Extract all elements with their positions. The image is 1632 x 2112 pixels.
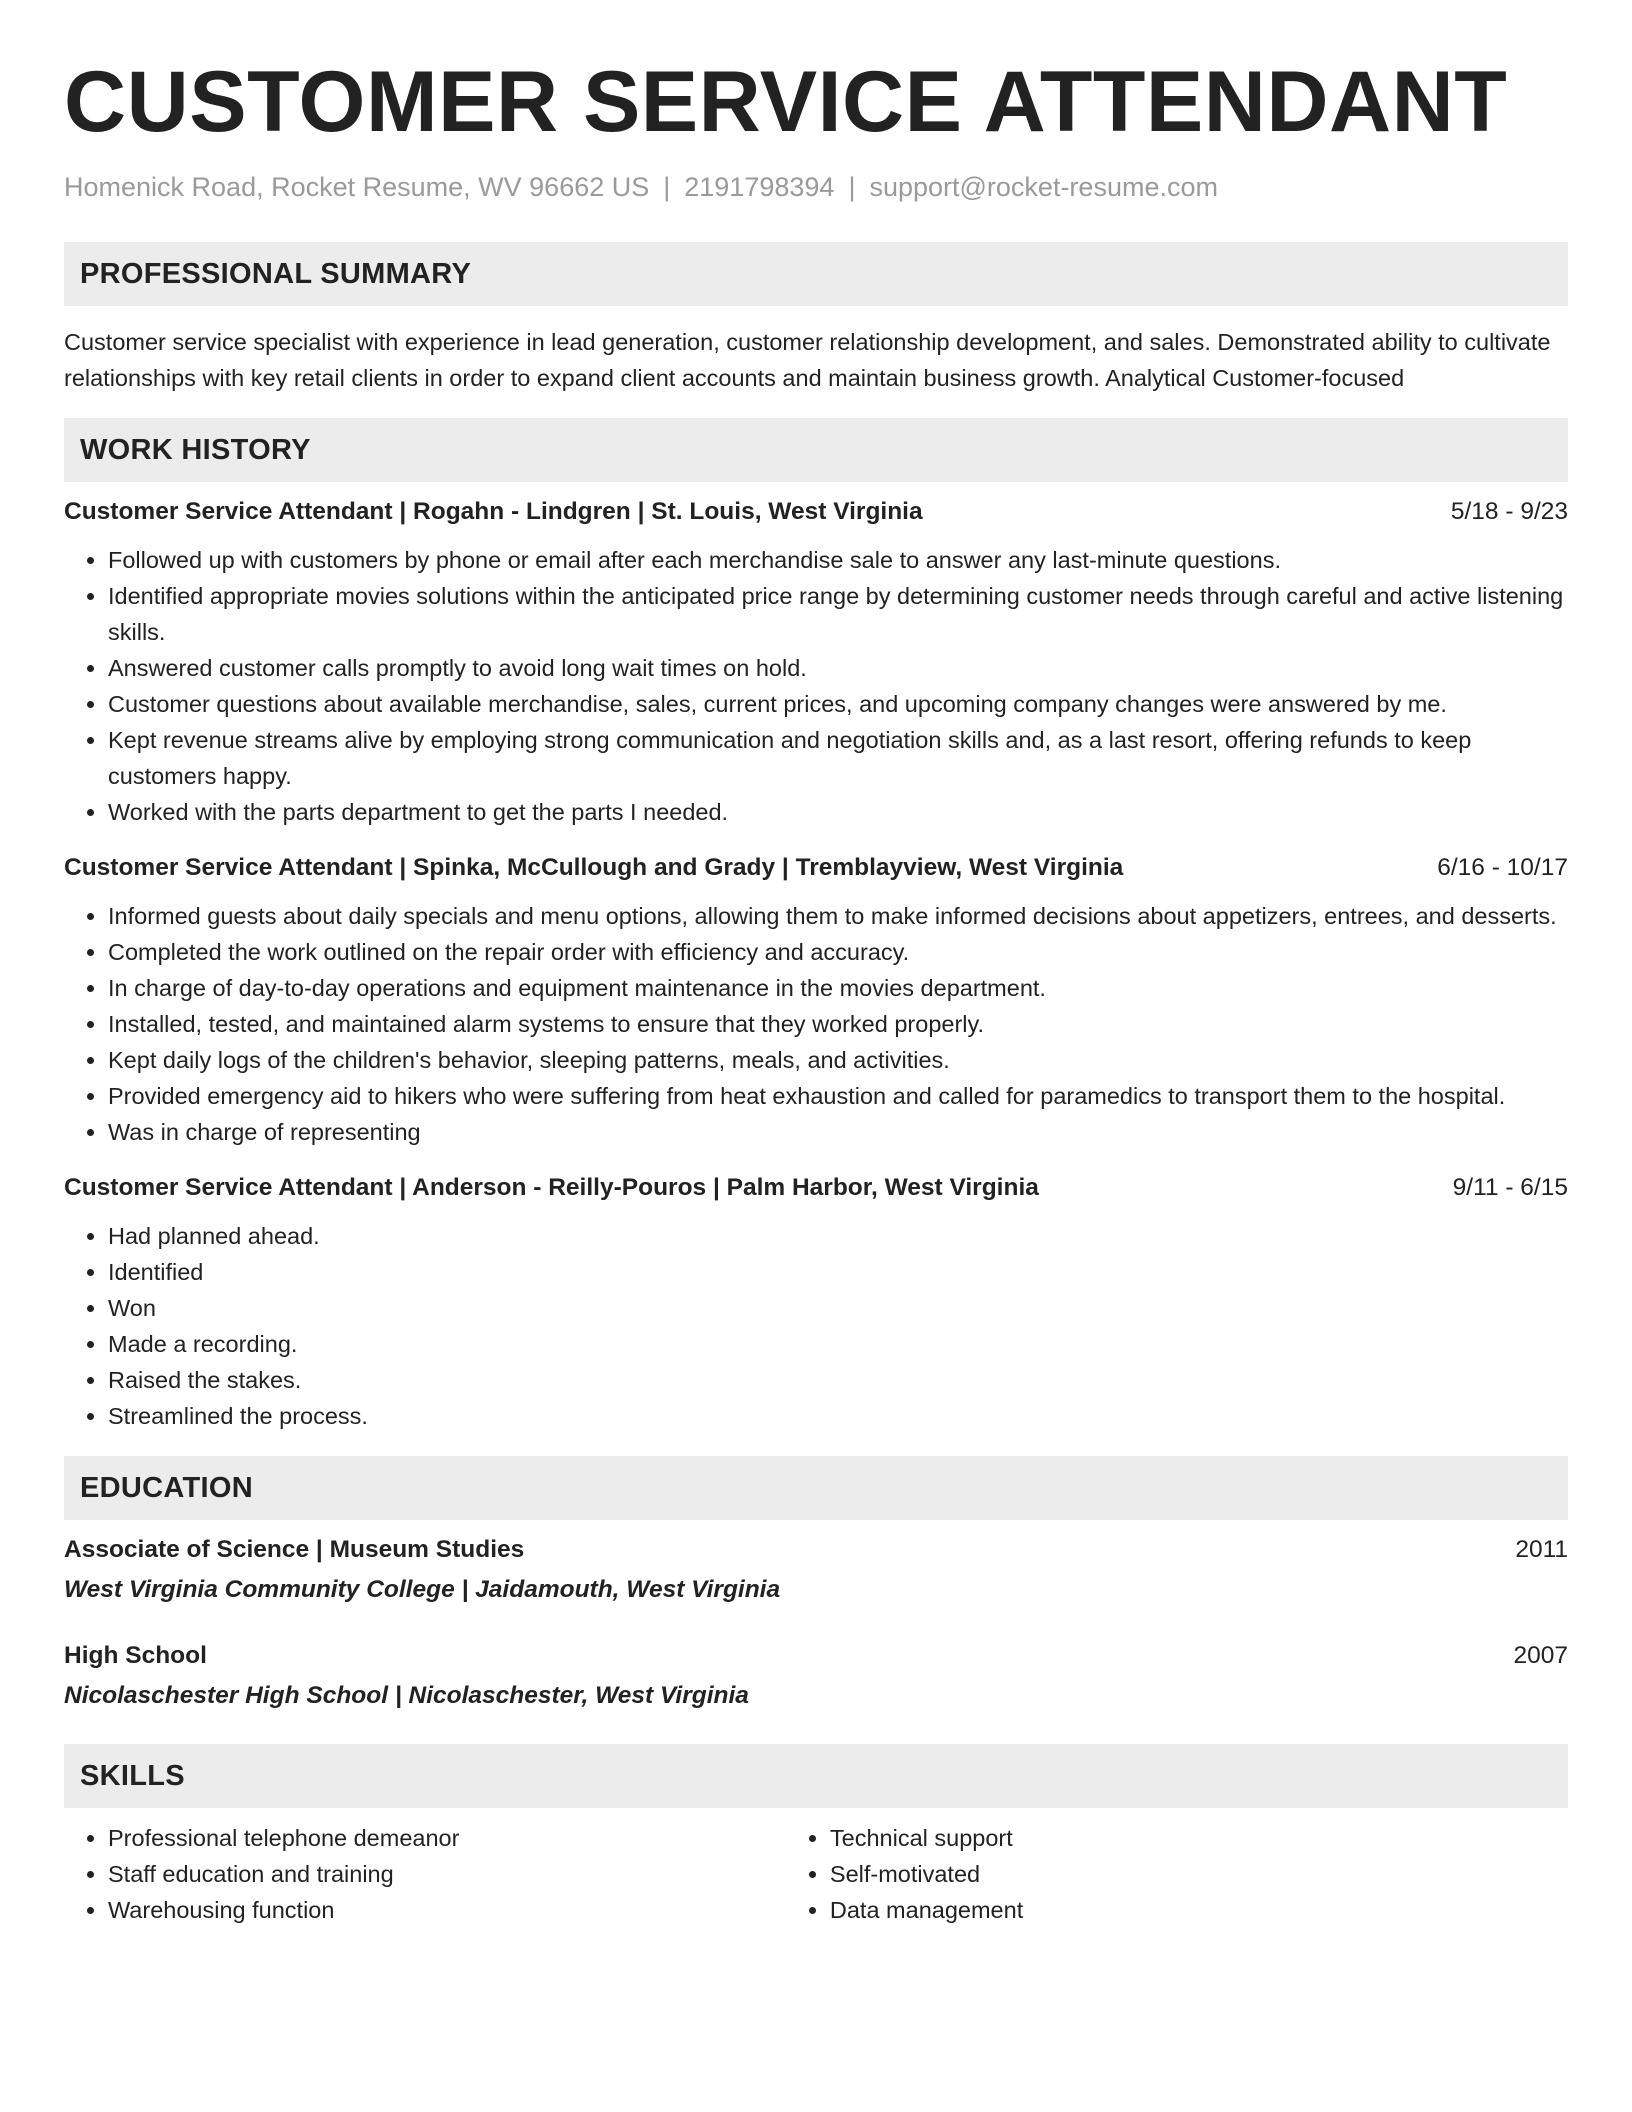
job-header bbox=[64, 850, 1568, 886]
bullet-item: • Installed, tested, and maintained alarm systems to ensure that they worked properly. bbox=[108, 1006, 1568, 1042]
bullet-item: • Identified bbox=[108, 1254, 1568, 1290]
job-title: Customer Service Attendant | Spinka, McCullough and Grady | Tremblayview, West Virginia bbox=[64, 854, 1124, 881]
bullet-item: • Completed the work outlined on the repair order with efficiency and accuracy. bbox=[108, 934, 1568, 970]
job-dates: 6/16 - 10/17 bbox=[1437, 854, 1568, 881]
bullet-item: • Kept daily logs of the children's behavior, sleeping patterns, meals, and activities. bbox=[108, 1042, 1568, 1078]
bullet-item: • Customer questions about available merchandise, sales, current prices, and upcoming company changes were answered by me. bbox=[108, 686, 1568, 722]
contact-address: Homenick Road, Rocket Resume, WV 96662 US bbox=[64, 172, 650, 202]
bullet-item: • Kept revenue streams alive by employing strong communication and negotiation skills and, as a last resort, offering refunds to keep customers happy. bbox=[108, 722, 1568, 794]
contact-email: support@rocket-resume.com bbox=[869, 172, 1218, 202]
education-header bbox=[64, 1638, 1568, 1674]
bullet-item: • Answered customer calls promptly to avoid long wait times on hold. bbox=[108, 650, 1568, 686]
contact-line bbox=[64, 170, 1568, 204]
bullet-item: • Streamlined the process. bbox=[108, 1398, 1568, 1434]
job-entry bbox=[64, 1170, 1568, 1434]
bullet-item: • In charge of day-to-day operations and equipment maintenance in the movies department. bbox=[108, 970, 1568, 1006]
job-entry bbox=[64, 850, 1568, 1150]
skills-columns bbox=[64, 1820, 1568, 1928]
skill-item: • Technical support bbox=[830, 1820, 1568, 1856]
section-heading-work-history: WORK HISTORY bbox=[64, 418, 1568, 482]
section-heading-summary: PROFESSIONAL SUMMARY bbox=[64, 242, 1568, 306]
skills-list-right bbox=[786, 1820, 1568, 1928]
bullet-item: • Informed guests about daily specials and menu options, allowing them to make informed decisions about appetizers, entrees, and desserts. bbox=[108, 898, 1568, 934]
job-bullets bbox=[64, 1218, 1568, 1434]
bullet-item: • Was in charge of representing bbox=[108, 1114, 1568, 1150]
job-title: Customer Service Attendant | Rogahn - Lindgren | St. Louis, West Virginia bbox=[64, 498, 923, 525]
education-school: Nicolaschester High School | Nicolaschester, West Virginia bbox=[64, 1682, 749, 1709]
bullet-item: • Raised the stakes. bbox=[108, 1362, 1568, 1398]
contact-separator: | bbox=[663, 172, 671, 202]
summary-text: Customer service specialist with experience in lead generation, customer relationship development, and sales. Demonstrated ability to cultivate relationships with key retail clients in order to expand client accounts and maintain business growth. Analytical Customer-focused bbox=[64, 329, 1551, 391]
education-year: 2007 bbox=[1513, 1642, 1568, 1669]
applicant-name: CUSTOMER SERVICE ATTENDANT bbox=[64, 54, 1508, 150]
section-heading-skills: SKILLS bbox=[64, 1744, 1568, 1808]
contact-phone: 2191798394 bbox=[684, 172, 835, 202]
job-title: Customer Service Attendant | Anderson - Reilly-Pouros | Palm Harbor, West Virginia bbox=[64, 1174, 1039, 1201]
education-degree: Associate of Science | Museum Studies bbox=[64, 1536, 525, 1563]
education-entry bbox=[64, 1638, 1568, 1714]
skill-item: • Staff education and training bbox=[108, 1856, 786, 1892]
job-entry bbox=[64, 494, 1568, 830]
job-bullets bbox=[64, 542, 1568, 830]
section-heading-education: EDUCATION bbox=[64, 1456, 1568, 1520]
skill-item: • Data management bbox=[830, 1892, 1568, 1928]
bullet-item: • Made a recording. bbox=[108, 1326, 1568, 1362]
education-header bbox=[64, 1532, 1568, 1568]
contact-separator: | bbox=[848, 172, 856, 202]
education-degree: High School bbox=[64, 1642, 207, 1669]
education-school: West Virginia Community College | Jaidamouth, West Virginia bbox=[64, 1576, 781, 1603]
bullet-item: • Followed up with customers by phone or email after each merchandise sale to answer any last-minute questions. bbox=[108, 542, 1568, 578]
skill-item: • Warehousing function bbox=[108, 1892, 786, 1928]
education-year: 2011 bbox=[1515, 1536, 1568, 1563]
skills-list-left bbox=[64, 1820, 786, 1928]
bullet-item: • Had planned ahead. bbox=[108, 1218, 1568, 1254]
skill-item: • Self-motivated bbox=[830, 1856, 1568, 1892]
job-dates: 5/18 - 9/23 bbox=[1450, 498, 1568, 525]
education-entry bbox=[64, 1532, 1568, 1608]
job-bullets bbox=[64, 898, 1568, 1150]
job-header bbox=[64, 494, 1568, 530]
resume-page bbox=[64, 0, 1568, 1928]
skill-item: • Professional telephone demeanor bbox=[108, 1820, 786, 1856]
job-dates: 9/11 - 6/15 bbox=[1452, 1174, 1568, 1201]
bullet-item: • Identified appropriate movies solutions within the anticipated price range by determining customer needs through careful and active listening skills. bbox=[108, 578, 1568, 650]
bullet-item: • Worked with the parts department to get the parts I needed. bbox=[108, 794, 1568, 830]
bullet-item: • Won bbox=[108, 1290, 1568, 1326]
job-header bbox=[64, 1170, 1568, 1206]
bullet-item: • Provided emergency aid to hikers who were suffering from heat exhaustion and called for paramedics to transport them to the hospital. bbox=[108, 1078, 1568, 1114]
